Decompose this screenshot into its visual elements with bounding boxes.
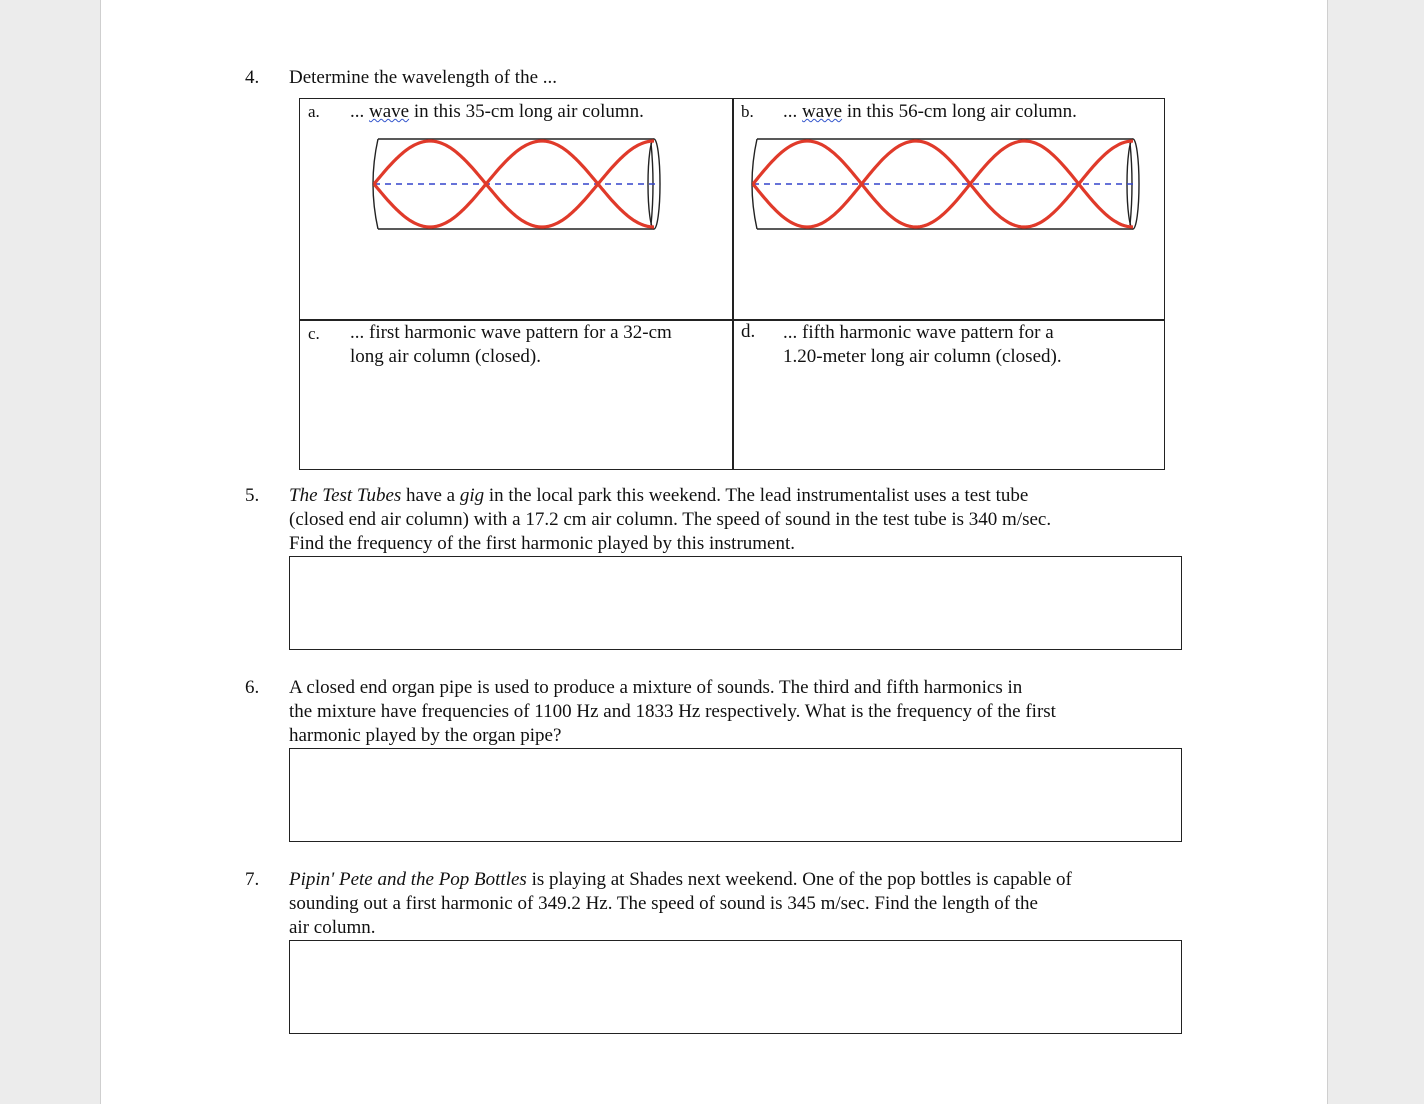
question-7-line2: sounding out a first harmonic of 349.2 Hz. The speed of sound is 345 m/sec. Find the length of the (289, 893, 1038, 914)
part-a-suffix: in this 35-cm long air column. (409, 101, 644, 122)
question-4 (245, 66, 1145, 92)
question-4-prompt: Determine the wavelength of the ... (289, 67, 558, 88)
question-5-number: 5. (245, 485, 260, 506)
part-d-cell (733, 320, 1165, 470)
part-b-prefix: ... (783, 101, 802, 122)
question-7-band: Pipin' Pete and the Pop Bottles (289, 869, 527, 890)
part-c-line2: long air column (closed). (350, 346, 542, 367)
question-6-line1: A closed end organ pipe is used to produce a mixture of sounds. The third and fifth harmonics in (289, 677, 1023, 698)
question-5-t1: have a (401, 485, 460, 506)
part-a-label: a. (308, 102, 320, 121)
question-5-line1 (289, 484, 1051, 508)
part-b-keyword: wave (802, 101, 843, 122)
question-7 (245, 868, 1185, 940)
question-5-gig: gig (459, 485, 485, 506)
question-5-answer-box[interactable] (289, 556, 1182, 650)
question-5-text (289, 484, 1051, 556)
tube-a-diagram (366, 133, 666, 235)
question-7-answer-box[interactable] (289, 940, 1182, 1034)
question-7-line1 (289, 868, 1072, 892)
question-6-line2: the mixture have frequencies of 1100 Hz and 1833 Hz respectively. What is the frequency of the first (289, 701, 1056, 722)
part-c-line1: ... first harmonic wave pattern for a 32-cm (350, 322, 672, 343)
part-a-text (350, 100, 644, 124)
question-5-t2: in the local park this weekend. The lead instrumentalist uses a test tube (484, 485, 1029, 506)
question-6-number: 6. (245, 677, 260, 698)
part-a-cell (300, 99, 732, 319)
question-7-number: 7. (245, 869, 260, 890)
part-c-label: c. (308, 324, 320, 343)
question-6 (245, 676, 1185, 748)
question-6-answer-box[interactable] (289, 748, 1182, 842)
part-d-line2: 1.20-meter long air column (closed). (783, 346, 1062, 367)
question-5-line3: Find the frequency of the first harmonic played by this instrument. (289, 533, 796, 554)
part-d-line1: ... fifth harmonic wave pattern for a (783, 322, 1054, 343)
question-4-number: 4. (245, 67, 260, 88)
part-b-text (783, 100, 1077, 124)
tube-b-diagram (745, 133, 1145, 235)
part-d-label: d. (741, 321, 756, 342)
part-a-keyword: wave (369, 101, 410, 122)
part-b-cell (733, 99, 1165, 319)
part-b-suffix: in this 56-cm long air column. (842, 101, 1077, 122)
question-5-line2: (closed end air column) with a 17.2 cm air column. The speed of sound in the test tube is 340 m/sec. (289, 509, 1052, 530)
part-b-label: b. (741, 102, 754, 121)
part-c-cell (300, 320, 732, 470)
question-7-line3: air column. (289, 917, 376, 938)
question-4-grid (299, 98, 1165, 470)
question-6-line3: harmonic played by the organ pipe? (289, 725, 562, 746)
question-5 (245, 484, 1185, 556)
question-7-t1: is playing at Shades next weekend. One of the pop bottles is capable of (526, 869, 1072, 890)
question-5-band: The Test Tubes (289, 485, 402, 506)
part-a-prefix: ... (350, 101, 369, 122)
question-7-text (289, 868, 1072, 940)
question-6-text (289, 676, 1056, 748)
